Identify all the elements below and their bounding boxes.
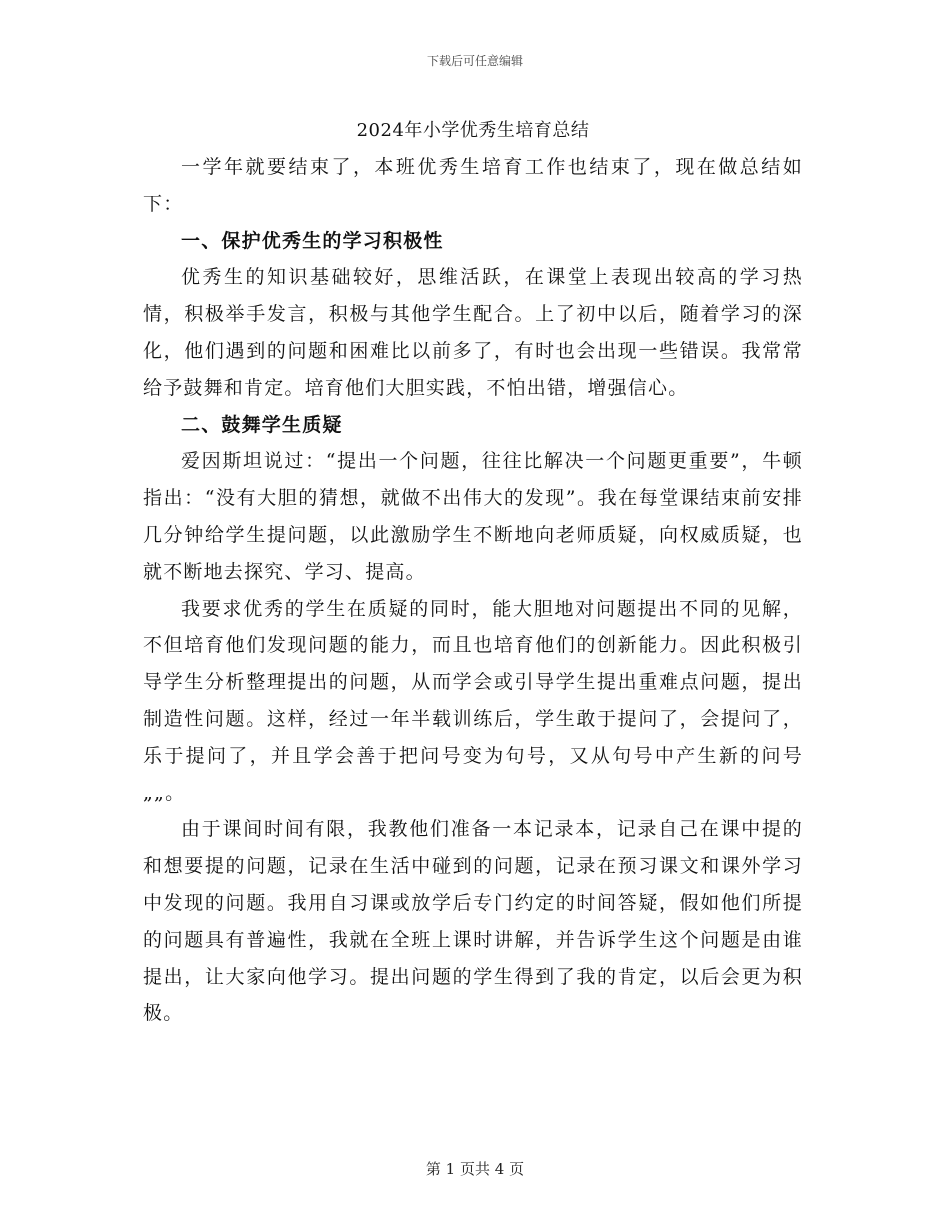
section-heading-2: 二、鼓舞学生质疑	[181, 413, 343, 436]
section2-paragraph-2: 我要求优秀的学生在质疑的同时，能大胆地对问题提出不同的见解，不但培育他们发现问题的能力，而且也培育他们的创新能力。因此积极引导学生分析整理提出的问题，从而学会或引导学生提出重难点问题，提出制造性问题。这样，经过一年半载训练后，学生敢于提问了，会提问了，乐于提问了，并且学会善于把问号变为句号，又从句号中产生新的问号„„。	[143, 597, 803, 804]
document-title: 2024年小学优秀生培育总结	[356, 120, 590, 141]
section2-paragraph-3: 由于课间时间有限，我教他们准备一本记录本，记录自己在课中提的和想要提的问题，记录在生活中碰到的问题，记录在预习课文和课外学习中发现的问题。我用自习课或放学后专门约定的时间答疑，假如他们所提的问题具有普遍性，我就在全班上课时讲解，并告诉学生这个问题是由谁提出，让大家向他学习。提出问题的学生得到了我的肯定，以后会更为积极。	[143, 818, 803, 1025]
section2-paragraph-1: 爱因斯坦说过：“提出一个问题，往往比解决一个问题更重要”，牛顿指出：“没有大胆的猜想，就做不出伟大的发现”。我在每堂课结束前安排几分钟给学生提问题，以此激励学生不断地向老师质疑，向权威质疑，也就不断地去探究、学习、提高。	[143, 450, 803, 583]
section1-paragraph-1: 优秀生的知识基础较好，思维活跃，在课堂上表现出较高的学习热情，积极举手发言，积极与其他学生配合。上了初中以后，随着学习的深化，他们遇到的问题和困难比以前多了，有时也会出现一些错误。我常常给予鼓舞和肯定。培育他们大胆实践，不怕出错，增强信心。	[143, 266, 803, 399]
page-number: 第 1 页共 4 页	[425, 1160, 525, 1178]
intro-paragraph: 一学年就要结束了，本班优秀生培育工作也结束了，现在做总结如下：	[143, 156, 803, 215]
page-header-note: 下载后可任意编辑	[426, 54, 523, 68]
document-body	[143, 113, 803, 1032]
section-heading-1: 一、保护优秀生的学习积极性	[181, 229, 444, 252]
